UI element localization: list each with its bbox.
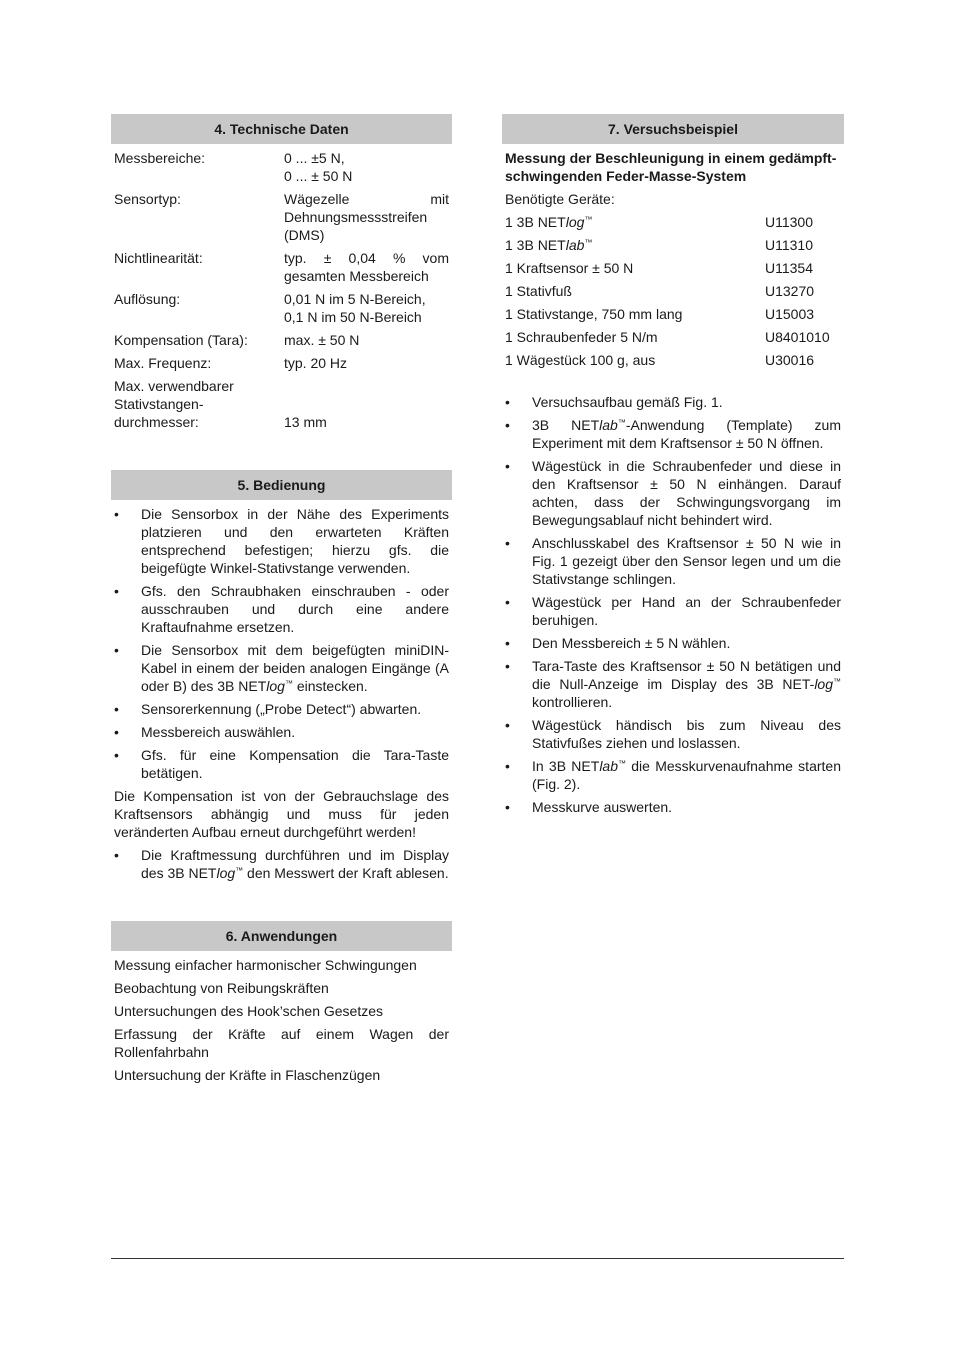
tech-value-line: 0,01 N im 5 N-Bereich, [284, 291, 426, 307]
equipment-code: U8401010 [765, 329, 830, 345]
experiment-title: Messung der Beschleunigung in einem gedämpft-schwingenden Feder-Masse-System [505, 150, 837, 184]
list-item [111, 846, 452, 882]
tech-label-line: durchmesser: [114, 414, 199, 430]
tech-label: Auflösung: [114, 291, 181, 307]
equipment-name: 1 Schraubenfeder 5 N/m [505, 329, 658, 345]
trademark-sign: ™ [235, 866, 244, 875]
tech-label: Nichtlinearität: [114, 250, 203, 266]
trademark-sign: ™ [584, 238, 593, 247]
equipment-row [502, 259, 844, 277]
footer-divider [111, 1258, 844, 1259]
operation-list-final [111, 846, 452, 882]
list-item: • Wägestück in die Schraubenfeder und diese in den Kraftsensor ± 50 N einhängen. Darauf achten, dass der Schwingungsvorgang im Bewegungsablauf nicht behindert wird. [502, 457, 844, 529]
tech-label: Kompensation (Tara): [114, 332, 248, 348]
tech-label: Messbereiche: [114, 150, 206, 166]
applications-heading: 6. Anwendungen [111, 921, 452, 951]
tech-label: Max. Frequenz: [114, 355, 212, 371]
operation-list [111, 505, 452, 782]
list-item: • Den Messbereich ± 5 N wählen. [502, 634, 844, 652]
equipment-code: U11310 [765, 237, 814, 253]
equipment-row [502, 282, 844, 300]
equipment-code: U15003 [765, 306, 815, 322]
equipment-code: U30016 [765, 352, 815, 368]
experiment-heading: 7. Versuchsbeispiel [502, 114, 844, 144]
operation-heading: 5. Bedienung [111, 470, 452, 500]
trademark-sign: ™ [617, 418, 626, 427]
list-item [111, 641, 452, 695]
list-item: • Gfs. den Schraubhaken einschrauben - oder ausschrauben und durch eine andere Kraftaufnahme ersetzen. [111, 582, 452, 636]
text-segment: die Messkurvenaufnahme starten (Fig. 2). [532, 758, 841, 792]
list-item: • Messbereich auswählen. [111, 723, 452, 741]
list-item: • Messkurve auswerten. [502, 798, 844, 816]
equipment-code: U11354 [765, 260, 814, 276]
text-segment: 1 3B NET [505, 237, 566, 253]
tech-value [284, 149, 452, 185]
text-italic: lab [599, 758, 618, 774]
text-segment: Tara-Taste des Kraftsensor ± 50 N betätigen und die Null-Anzeige im Display des 3B NET- [532, 658, 841, 692]
text-italic: log [814, 676, 833, 692]
list-item [502, 416, 844, 452]
equipment-code: U13270 [765, 283, 815, 299]
list-item [502, 757, 844, 793]
list-item: • Versuchsaufbau gemäß Fig. 1. [502, 393, 844, 411]
text-segment: den Messwert der Kraft ablesen. [243, 865, 449, 881]
tech-row-resolution [111, 290, 452, 326]
compensation-note: Die Kompensation ist von der Gebrauchslage des Kraftsensors abhängig und muss für jeden veränderten Aufbau erneut durchgeführt werden! [114, 788, 449, 840]
text-segment: kontrollieren. [532, 694, 613, 710]
list-item: • Anschlusskabel des Kraftsensor ± 50 N wie in Fig. 1 gezeigt über den Sensor legen und um die Stativstange schlingen. [502, 534, 844, 588]
tech-value: max. ± 50 N [284, 332, 360, 348]
equipment-label: Benötigte Geräte: [505, 191, 615, 207]
right-column [502, 114, 844, 821]
tech-value-line: 0,1 N im 50 N-Bereich [284, 309, 422, 325]
list-item: • Wägestück händisch bis zum Niveau des Stativfußes ziehen und loslassen. [502, 716, 844, 752]
trademark-sign: ™ [618, 759, 626, 768]
tech-label-line: Max. verwendbarer [114, 378, 234, 394]
application-item: Untersuchung der Kräfte in Flaschenzügen [114, 1067, 381, 1083]
experiment-steps [502, 393, 844, 816]
equipment-name: 1 Kraftsensor ± 50 N [505, 260, 634, 276]
tech-value [284, 290, 452, 326]
applications-list [111, 956, 452, 1084]
equipment-row [502, 213, 844, 231]
equipment-name: 1 Stativfuß [505, 283, 572, 299]
tech-data-heading: 4. Technische Daten [111, 114, 452, 144]
tech-value: typ. ± 0,04 % vom gesamten Messbereich [284, 250, 449, 284]
list-item: • Wägestück per Hand an der Schraubenfeder beruhigen. [502, 593, 844, 629]
text-segment: Die Kraftmessung durchführen und im Display des 3B NET [141, 847, 449, 881]
tech-row-ranges [111, 149, 452, 185]
equipment-code: U11300 [765, 214, 814, 230]
tech-value: typ. 20 Hz [284, 355, 348, 371]
tech-row-rod-diameter [111, 377, 452, 431]
application-item: Erfassung der Kräfte auf einem Wagen der Rollenfahrbahn [114, 1026, 449, 1060]
text-italic: log [565, 214, 585, 230]
text-segment: -Anwendung (Template) zum Experiment mit dem Kraftsensor ± 50 N öffnen. [532, 417, 841, 451]
trademark-sign: ™ [584, 215, 593, 224]
list-item: • Die Sensorbox in der Nähe des Experiments platzieren und den erwarteten Kräften entsprechend befestigen; hierzu gfs. die beigefügte Winkel-Stativstange verwenden. [111, 505, 452, 577]
text-segment: einstecken. [292, 678, 368, 694]
tech-label [111, 377, 284, 431]
list-item [502, 657, 844, 711]
application-item: Messung einfacher harmonischer Schwingungen [114, 957, 417, 973]
text-italic: log [216, 865, 236, 881]
trademark-sign: ™ [284, 679, 293, 688]
tech-label: Sensortyp: [114, 191, 181, 207]
tech-row-sensor-type [111, 190, 452, 244]
equipment-row [502, 236, 844, 254]
application-item: Beobachtung von Reibungskräften [114, 980, 329, 996]
equipment-name: 1 Wägestück 100 g, aus [505, 352, 656, 368]
equipment-name: 1 Stativstange, 750 mm lang [505, 306, 683, 322]
text-segment: In 3B NET [532, 758, 600, 774]
tech-row-nonlinearity [111, 249, 452, 285]
tech-value-line: 0 ... ±5 N, [284, 150, 345, 166]
trademark-sign: ™ [833, 677, 841, 686]
tech-value: Wägezelle mit Dehnungsmessstreifen (DMS) [284, 191, 449, 243]
left-column [111, 114, 452, 1084]
tech-label-line: Stativstangen- [114, 396, 204, 412]
text-segment: 1 3B NET [505, 214, 566, 230]
tech-row-compensation [111, 331, 452, 349]
list-item: • Sensorerkennung („Probe Detect“) abwarten. [111, 700, 452, 718]
text-italic: lab [565, 237, 585, 253]
equipment-row [502, 328, 844, 346]
equipment-list [502, 213, 844, 369]
tech-value: 13 mm [284, 414, 327, 430]
equipment-row [502, 351, 844, 369]
equipment-name [505, 213, 765, 231]
application-item: Untersuchungen des Hook’schen Gesetzes [114, 1003, 384, 1019]
list-item: • Gfs. für eine Kompensation die Tara-Taste betätigen. [111, 746, 452, 782]
equipment-name [505, 236, 765, 254]
tech-row-frequency [111, 354, 452, 372]
text-italic: lab [599, 417, 618, 433]
text-italic: log [266, 678, 285, 694]
tech-data-table [111, 149, 452, 431]
tech-value-line: 0 ... ± 50 N [284, 168, 353, 184]
equipment-row [502, 305, 844, 323]
text-segment: Die Sensorbox mit dem beigefügten miniDIN-Kabel in einem der beiden analogen Eingänge (A oder B) des 3B NET [141, 642, 449, 694]
text-segment: 3B NET [532, 417, 600, 433]
